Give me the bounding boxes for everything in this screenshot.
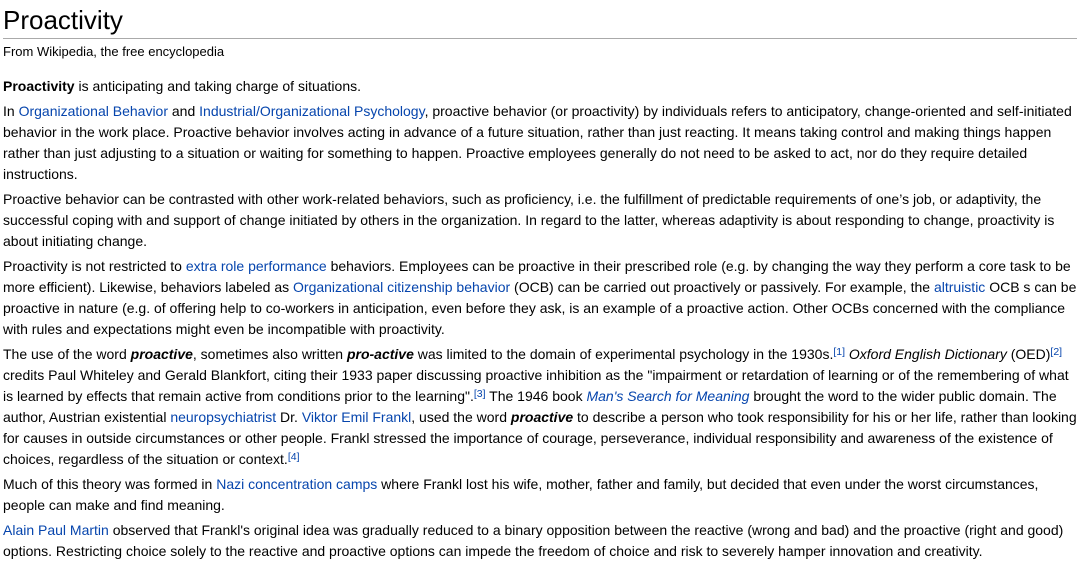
paragraph: The use of the word proactive, sometimes also written pro-active was limited to the domain of experimental psychology in the 1930s.[1] Oxford English Dictionary (OED)[2] credits Paul Whiteley and Gerald Blankfort, citing their 1933 paper discussing proactive inhibition as the "impairment or retardation of learning or of the remembering of what is learned by effects that remain active from conditions prior to the learning".[3] The 1946 book Man's Search for Meaning brought the word to the wider public domain. The author, Austrian existential neuropsychiatrist Dr. Viktor Emil Frankl, used the word proactive to describe a person who took responsibility for his or her life, rather than looking for causes in outside circumstances or other people. Frankl stressed the importance of courage, perseverance, individual responsibility and awareness of the existence of choices, regardless of the situation or context.[4] — [3, 346, 1077, 468]
wiki-link[interactable]: Alain Paul Martin — [3, 522, 109, 539]
citation-ref-link[interactable]: [3] — [473, 388, 486, 401]
bold-italic-term: proactive — [130, 346, 193, 363]
citation-ref-link[interactable]: [4] — [287, 451, 300, 464]
paragraph: Alain Paul Martin observed that Frankl's original idea was gradually reduced to a binary opposition between the reactive (wrong and bad) and the proactive (right and good) options. Restricting choice solely to the reactive and proactive options can impede the freedom of choice and risk to severely hamper innovation and creativity. — [3, 522, 1064, 560]
wiki-link[interactable]: Nazi concentration camps — [216, 476, 378, 493]
citation-ref — [1050, 346, 1062, 358]
wiki-link[interactable]: Industrial/Organizational Psychology — [199, 103, 425, 120]
wiki-link[interactable]: Man's Search for Meaning — [586, 388, 750, 405]
page-title: Proactivity — [3, 5, 1077, 39]
wiki-link[interactable]: Organizational citizenship behavior — [293, 279, 511, 296]
site-tagline: From Wikipedia, the free encyclopedia — [3, 44, 225, 60]
italic-term: Oxford English Dictionary — [848, 346, 1007, 363]
wiki-link[interactable]: neuropsychiatrist — [170, 409, 277, 426]
citation-ref-link[interactable]: [1] — [833, 346, 846, 359]
article-body — [3, 76, 1077, 562]
citation-ref — [474, 388, 486, 400]
bold-italic-term: pro-active — [346, 346, 414, 363]
bold-term: Proactivity — [3, 78, 75, 95]
wiki-link[interactable]: extra role performance — [185, 258, 327, 275]
citation-ref — [833, 346, 845, 358]
paragraph-lead: Proactivity is anticipating and taking charge of situations. — [3, 78, 361, 95]
paragraph: In Organizational Behavior and Industrial/Organizational Psychology, proactive behavior (or proactivity) by individuals refers to anticipatory, change-oriented and self-initiated behavior in the work place. Proactive behavior involves acting in advance of a future situation, rather than just reacting. It means taking control and making things happen rather than just adjusting to a situation or waiting for something to happen. Proactive employees generally do not need to be asked to act, nor do they require detailed instructions. — [3, 103, 1072, 183]
bold-italic-term: proactive — [510, 409, 574, 426]
wiki-link[interactable]: Viktor Emil Frankl — [301, 409, 412, 426]
wiki-link[interactable]: Organizational Behavior — [18, 103, 168, 120]
paragraph: Proactive behavior can be contrasted with other work-related behaviors, such as proficiency, i.e. the fulfillment of predictable requirements of one’s job, or adaptivity, the successful coping with and support of change initiated by others in the organization. In regard to the latter, whereas adaptivity is about responding to change, proactivity is about initiating change. — [3, 191, 1055, 250]
wiki-link[interactable]: altruistic — [933, 279, 986, 296]
paragraph: Much of this theory was formed in Nazi concentration camps where Frankl lost his wife, mother, father and family, but decided that even under the worst circumstances, people can make and find meaning. — [3, 476, 1039, 514]
paragraph: Proactivity is not restricted to extra role performance behaviors. Employees can be proactive in their prescribed role (e.g. by changing the way they perform a core task to be more efficient). Likewise, behaviors labeled as Organizational citizenship behavior (OCB) can be carried out proactively or passively. For example, the altruistic OCB s can be proactive in nature (e.g. of offering help to co-workers in anticipation, even before they ask, is an example of a proactive action. Other OCBs concerned with the compliance with rules and expectations might even be incompatible with proactivity. — [3, 258, 1077, 338]
citation-ref-link[interactable]: [2] — [1050, 346, 1063, 359]
citation-ref — [288, 451, 300, 463]
